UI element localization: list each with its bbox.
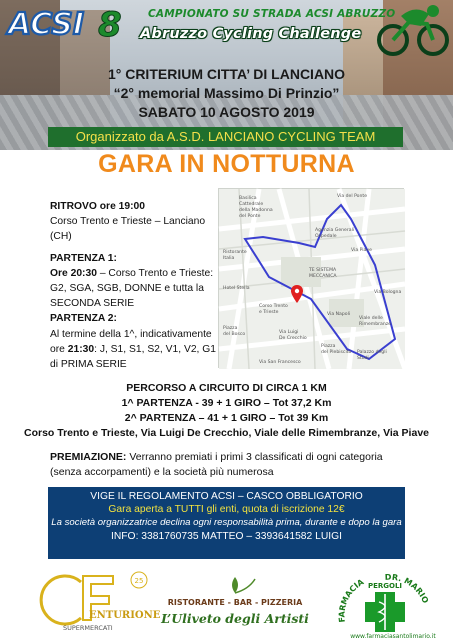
route-length: PERCORSO A CIRCUITO DI CIRCA 1 KM xyxy=(126,382,327,394)
rules-regulation: VIGE IL REGOLAMENTO ACSI – CASCO OBBLIGATORIO xyxy=(90,491,363,502)
svg-text:RISTORANTE - BAR - PIZZERIA: RISTORANTE - BAR - PIZZERIA xyxy=(167,598,303,607)
awards-info xyxy=(50,450,410,480)
svg-text:Ristorante: Ristorante xyxy=(223,250,247,255)
svg-text:Cattedrale: Cattedrale xyxy=(239,202,264,207)
partenza1-time: Ore 20:30 xyxy=(50,267,97,279)
partenza2-details xyxy=(50,327,218,373)
ritrovo-place: Corso Trento e Trieste – Lanciano (CH) xyxy=(50,216,206,243)
svg-text:Via San Francesco: Via San Francesco xyxy=(259,360,301,365)
svg-text:della Madonna: della Madonna xyxy=(239,208,273,213)
svg-text:Via del Ponte: Via del Ponte xyxy=(337,194,368,199)
route-details xyxy=(0,381,453,441)
partenza1-text: – Corso Trento e Trieste: G2, SGA, SGB, DONNE e tutta la SECONDA SERIE xyxy=(50,267,214,310)
ritrovo-label: RITROVO ore 19:00 xyxy=(50,201,145,212)
svg-text:MECCANICA: MECCANICA xyxy=(309,274,337,279)
event-date: SABATO 10 AGOSTO 2019 xyxy=(138,104,315,120)
svg-text:De Crecchio: De Crecchio xyxy=(279,336,307,341)
svg-text:Piazza: Piazza xyxy=(321,344,336,349)
svg-text:L’Uliveto degli Artisti: L’Uliveto degli Artisti xyxy=(161,611,309,626)
svg-text:Via Luigi: Via Luigi xyxy=(279,330,299,335)
acsi-logo xyxy=(6,4,126,52)
svg-text:e Trieste: e Trieste xyxy=(259,310,279,315)
svg-text:Basilica: Basilica xyxy=(239,196,257,201)
svg-text:Italia: Italia xyxy=(223,256,235,261)
awards-label: PREMIAZIONE: xyxy=(50,451,127,463)
rules-disclaimer: La società organizzatrice declina ogni responsabilità prima, durante e dopo la gara xyxy=(51,517,402,529)
svg-text:Piazza: Piazza xyxy=(223,326,238,331)
svg-text:Via Bologna: Via Bologna xyxy=(374,290,402,295)
svg-text:del Bosco: del Bosco xyxy=(223,332,246,337)
race-info xyxy=(50,199,218,372)
championship-name: CAMPIONATO SU STRADA ACSI ABRUZZO xyxy=(148,8,396,20)
partenza2-label: PARTENZA 2: xyxy=(50,313,117,325)
svg-text:Via Piave: Via Piave xyxy=(351,248,372,253)
event-title: 1° CRITERIUM CITTA’ DI LANCIANO xyxy=(107,66,346,82)
centurione-sponsor-logo xyxy=(53,568,161,638)
svg-text:Corso Trento: Corso Trento xyxy=(259,304,288,309)
event-subtitle: “2° memorial Massimo Di Prinzio” xyxy=(113,85,340,101)
rules-registration: Gara aperta a TUTTI gli enti, quota di iscrizione 12€ xyxy=(108,504,345,516)
championship-number: 8 xyxy=(98,5,122,45)
partenza1-label: PARTENZA 1: xyxy=(50,252,117,264)
partenza2-time: 21:30 xyxy=(67,343,95,355)
partenza1-details xyxy=(50,266,218,312)
svg-text:SUPERMERCATI: SUPERMERCATI xyxy=(63,624,113,632)
night-race-headline: GARA IN NOTTURNA xyxy=(98,150,355,178)
rules-contacts: INFO: 3381760735 MATTEO – 3393641582 LUIGI xyxy=(110,530,343,542)
svg-text:Hotel Stella: Hotel Stella xyxy=(223,286,250,291)
svg-text:Viale delle: Viale delle xyxy=(359,316,383,321)
svg-text:del Ponte: del Ponte xyxy=(239,214,261,219)
svg-text:Agenzia Generali: Agenzia Generali xyxy=(315,228,355,233)
route-map-svg xyxy=(219,189,405,369)
partenza2-text-b: : J, S1, S1, S2, V1, V2, G1 di PRIMA SERIE xyxy=(50,343,217,371)
uliveto-sponsor-logo xyxy=(155,575,315,635)
svg-text:FARMACIA: FARMACIA xyxy=(337,577,366,623)
farmacia-sponsor-logo xyxy=(323,566,453,640)
svg-text:25: 25 xyxy=(134,577,144,585)
cyclist-icon xyxy=(375,2,451,58)
svg-text:Ospedale: Ospedale xyxy=(315,234,337,239)
rules-box xyxy=(48,487,405,559)
route-second-start: 2^ PARTENZA – 41 + 1 GIRO – Tot 39 Km xyxy=(124,412,329,424)
awards-text: Verranno premiati i primi 3 classificati di ogni categoria (senza accorpamenti) e la società più numerosa xyxy=(50,451,383,478)
partenza2-text-a: Al termine della 1^, indicativamente ore xyxy=(50,328,212,355)
route-streets: Corso Trento e Trieste, Via Luigi De Crecchio, Viale delle Rimembranze, Via Piave xyxy=(24,427,429,439)
acsi-logo-text: ACSI xyxy=(8,7,85,42)
route-first-start: 1^ PARTENZA - 39 + 1 GIRO – Tot 37,2 Km xyxy=(121,397,332,409)
svg-text:Rimembranze: Rimembranze xyxy=(359,322,392,327)
svg-text:Studi: Studi xyxy=(357,356,369,361)
svg-text:DR. MARIO: DR. MARIO xyxy=(384,572,431,605)
svg-text:PERGOLI: PERGOLI xyxy=(367,582,403,590)
svg-text:Via Napoli: Via Napoli xyxy=(327,312,351,317)
svg-text:www.farmaciasantolimario.it: www.farmaciasantolimario.it xyxy=(350,633,436,640)
svg-text:ENTURIONE: ENTURIONE xyxy=(89,610,161,621)
route-map xyxy=(218,188,404,368)
svg-text:Palazzo degli: Palazzo degli xyxy=(357,350,387,355)
svg-text:TE SISTEMA: TE SISTEMA xyxy=(309,268,337,273)
challenge-name: Abruzzo Cycling Challenge xyxy=(140,26,362,42)
svg-text:del Plebiscito: del Plebiscito xyxy=(321,350,352,355)
organizer-banner: Organizzato da A.S.D. LANCIANO CYCLING TEAM xyxy=(48,127,403,147)
